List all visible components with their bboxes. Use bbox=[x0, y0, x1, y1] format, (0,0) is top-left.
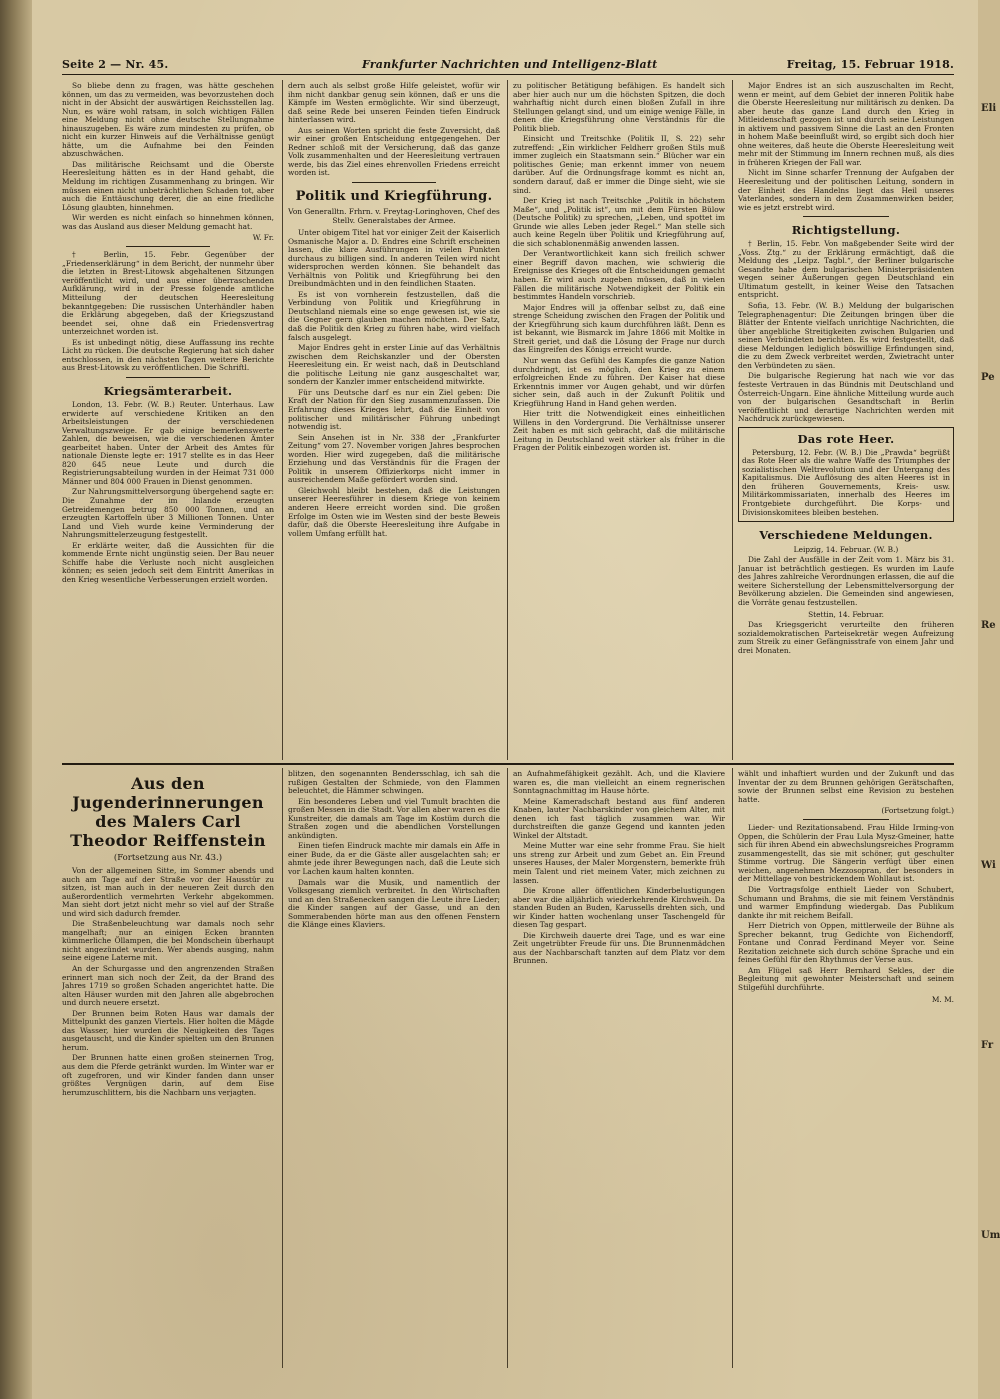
column-1 bbox=[62, 82, 274, 758]
column-4 bbox=[738, 82, 954, 758]
newspaper-page bbox=[32, 0, 978, 1399]
article-paragraph: Ein besonderes Leben und viel Tumult brachten die großen Messen in die Stadt. Vor allen aber waren es die Kunstreiter, die damals am Tage im Kostüm durch die Straßen zogen und die abendlichen Vorstellungen ankündigten. bbox=[288, 796, 500, 840]
article-paragraph: Major Endres geht in erster Linie auf das Verhältnis zwischen dem Reichskanzler und der Obersten Heeresleitung ein. Er weist nach, daß in Deutschland die politische Leitung nie ganz ausgeschaltet war, sondern der Kanzler immer entscheidend mitwirkte. bbox=[288, 343, 500, 387]
article-paragraph: Sein Ansehen ist in Nr. 338 der „Frankfurter Zeitung“ vom 27. November vorigen Jahres besprochen worden. Hier wird zugegeben, daß die militärische Erziehung und das Verständnis für die Fragen der Politik in unserem Offizierkorps nicht immer in ausreichendem Maße gefördert worden sind. bbox=[288, 432, 500, 485]
article-headline: Das rote Heer. bbox=[797, 431, 895, 446]
article-paragraph: dern auch als selbst große Hilfe geleistet, wofür wir ihm nicht dankbar genug sein können, daß er uns die Kämpfe im Westen ermöglichte. Wir sind überzeugt, daß seine Rede bei unseren Feinden tiefen Eindruck hinterlassen wird. bbox=[288, 82, 500, 125]
masthead bbox=[62, 58, 954, 75]
feuilleton-column-4 bbox=[738, 770, 954, 1370]
column-rule bbox=[282, 768, 283, 1368]
fragment-text: Um bbox=[981, 1230, 1000, 1241]
feuilleton-rule bbox=[62, 763, 954, 765]
article-paragraph: Die bulgarische Regierung hat nach wie vor das festeste Vertrauen in das Bündnis mit Deutschland und Österreich-Ungarn. Eine ähnliche Mitteilung wurde auch von der bulgarischen Gesandtschaft in Berlin veröffentlicht und derartige Nachrichten werden mit Nachdruck zurückgewiesen. bbox=[738, 371, 954, 424]
article-paragraph: Major Endres ist an sich auszuschalten im Recht, wenn er meint, auf dem Gebiet der inneren Politik habe die Oberste Heeresleitung nur militärisch zu denken. Da aber heute das ganze Land durch den Krieg in Mitleidenschaft gezogen ist und durch seine Leistungen in aktivem und passivem Sinne die Last an den Fronten in hohem Maße beeinflußt wird, so ergibt sich doch hier ohne weiteres, daß heute die Oberste Heeresleitung weit mehr mit der Stimmung im Innern rechnen muß, als dies in früheren Kriegen der Fall war. bbox=[738, 82, 954, 167]
fragment-text: Re bbox=[981, 620, 996, 631]
article-paragraph: Unter obigem Titel hat vor einiger Zeit der Kaiserlich Osmanische Major a. D. Endres eine Schrift erscheinen lassen, die klare Ausführungen in vielen Punkten durchaus zu billigen sind. In anderen Teilen wird nicht widersprochen werden können. Sie behandelt das Verhältnis von Politik und Kriegführung bei den Dreibundmächten und in den feindlichen Staaten. bbox=[288, 228, 500, 289]
fragment-text: Eli bbox=[981, 103, 997, 114]
article-paragraph: Zur Nahrungsmittelversorgung übergehend sagte er: Die Zunahme der im Inlande erzeugten Getreidemengen betrug 850 000 Tonnen, und an erzeugten Kartoffeln über 3 Millionen Tonnen. Unter Land und Vieh wurde keine Verminderung der Nahrungsmittelerzeugung festgestellt. bbox=[62, 487, 274, 540]
article-paragraph: Einen tiefen Eindruck machte mir damals ein Affe in einer Bude, da er die Gäste aller ausgelachten sah; er ahmte jede ihrer Bewegungen nach, daß die Leute sich vor Lachen kaum halten konnten. bbox=[288, 841, 500, 877]
article-headline: Verschiedene Meldungen. bbox=[759, 528, 933, 543]
article-paragraph: Der Krieg ist nach Treitschke „Politik in höchstem Maße“, und „Politik ist“, um mit dem Fürsten Bülow (Deutsche Politik) zu sprechen, „Leben, und spottet im Grunde wie alles Leben jeder Regel.“ Man stelle sich auch keine Regeln über Politik und Kriegführung auf, die sich schablonenmäßig anwenden lassen. bbox=[513, 196, 725, 248]
separator bbox=[803, 819, 889, 820]
article-paragraph: Von der allgemeinen Sitte, im Sommer abends und auch am Tage auf der Straße vor der Hausstür zu sitzen, ist man auch in der neueren Zeit durch den außerordentlich vermehrten Verkehr abgekommen. Man sieht dort jetzt nicht mehr so viel auf der Straße und wird sich dadurch fremder. bbox=[62, 866, 274, 918]
article-paragraph: Das Kriegsgericht verurteilte den früheren sozialdemokratischen Parteisekretär wegen Aufreizung zum Streik zu einer Gefängnisstrafe von einem Jahr und drei Monaten. bbox=[738, 620, 954, 655]
separator bbox=[352, 182, 437, 183]
feuilleton-headline: Aus den Jugenderinnerungen des Malers Carl Theodor Reiffenstein bbox=[70, 774, 266, 850]
article-paragraph: Petersburg, 12. Febr. (W. B.) Die „Prawda“ begrüßt das Rote Heer als die wahre Waffe des Triumphes der sozialistischen Weltrevolution und der Untergang des Kapitalismus. Die Auflösung des alten Heeres ist in den früheren Gouvernements, Kreis- usw. Militärkommissariaten, innerhalb des Heeres im Frontgebiete durchgeführt. Die Korps- und Divisionskomitees bleiben bestehen. bbox=[742, 447, 950, 517]
article-paragraph: Meine Mutter war eine sehr fromme Frau. Sie hielt uns streng zur Arbeit und zum Gebet an. Ein Freund unseres Hauses, der Maler Morgenstern, bemerkte früh mein Talent und riet meinem Vater, mich zeichnen zu lassen. bbox=[513, 841, 725, 885]
news-box-red-army bbox=[738, 427, 954, 522]
article-paragraph: Wir werden es nicht einfach so hinnehmen können, was das Ausland aus dieser Meldung gemacht hat. bbox=[62, 213, 274, 231]
article-paragraph: Major Endres will ja offenbar selbst zu, daß eine strenge Scheidung zwischen den Fragen der Politik und der Kriegführung sich kaum durchführen läßt. Denn es ist bekannt, wie Bismarck im Jahre 1866 mit Moltke in Streit geriet, und daß die Lösung der Frage nur durch das Eingreifen des Königs erreicht wurde. bbox=[513, 302, 725, 355]
article-paragraph: Die Kirchweih dauerte drei Tage, und es war eine Zeit ungetrübter Freude für uns. Die Brunnenmädchen aus der Nachbarschaft tanzten auf dem Platz vor dem Brunnen. bbox=[513, 930, 725, 966]
author-signature: W. Fr. bbox=[252, 233, 274, 243]
article-paragraph: Nur wenn das Gefühl des Kampfes die ganze Nation durchdringt, ist es möglich, den Krieg zu einem erfolgreichen Ende zu führen. Der Kaiser hat diese Erkenntnis immer vor Augen gehabt, und wir dürfen sicher sein, daß auch in der Zukunft Politik und Kriegführung Hand in Hand gehen werden. bbox=[513, 355, 725, 408]
column-3 bbox=[513, 82, 725, 758]
column-rule bbox=[507, 768, 508, 1368]
column-rule bbox=[282, 80, 283, 760]
review-paragraph: Die Vortragsfolge enthielt Lieder von Schubert, Schumann und Brahms, die sie mit feinem Verständnis und warmer Empfindung wiedergab. Das Publikum dankte ihr mit reichem Beifall. bbox=[738, 885, 954, 920]
article-byline: Von Generalltn. Frhrn. v. Freytag-Loringhoven, Chef des Stellv. Generalstabes der Armee. bbox=[288, 207, 500, 226]
article-paragraph: Die Zahl der Ausfälle in der Zeit vom 1. März bis 31. Januar ist beträchtlich gestiegen. Es wurden im Laufe des Jahres zahlreiche Verordnungen erlassen, die auf die weitere Sicherstellung der Lebensmittelversorgung der Bevölkerung abzielen. Die Gemeinden sind angewiesen, die Vorräte genau festzustellen. bbox=[738, 555, 954, 607]
article-paragraph: Die Krone aller öffentlichen Kinderbelustigungen aber war die alljährlich wiederkehrende Kirchweih. Da standen Buden an Buden, Karussells drehten sich, und wir Kinder hatten wochenlang unser Taschengeld für diesen Tag gespart. bbox=[513, 886, 725, 930]
article-headline: Richtigstellung. bbox=[791, 223, 901, 238]
review-paragraph: Herr Dietrich von Oppen, mittlerweile der Bühne als Sprecher bekannt, trug Gedichte von Eichendorff, Fontane und Conrad Ferdinand Meyer vor. Seine Rezitation zeichnete sich durch schöne Sprache und ein feines Gefühl für den Rhythmus der Verse aus. bbox=[738, 921, 954, 965]
article-paragraph: blitzen, den sogenannten Bendersschlag, ich sah die rußigen Gestalten der Schmiede, von den Flammen beleuchtet, die Hämmer schwingen. bbox=[288, 770, 500, 796]
article-paragraph: Er erklärte weiter, daß die Aussichten für die kommende Ernte nicht ungünstig seien. Der Bau neuer Schiffe habe die Verluste noch nicht ausgleichen können; es seien jedoch seit dem Eintritt Amerikas in den Krieg wesentliche Verbesserungen erzielt worden. bbox=[62, 540, 274, 584]
article-paragraph: † Berlin, 15. Febr. Gegenüber der „Friedenserklärung“ in dem Bericht, der nunmehr über die letzten in Brest-Litowsk abgehaltenen Sitzungen veröffentlicht wird, und aus einer überraschenden Aufklärung, wird in der Presse folgende amtliche Mitteilung der deutschen Heeresleitung bekanntgegeben: Die russischen Unterhändler haben die Erklärung abgegeben, daß der Kriegszustand beendet sei, ohne daß ein Friedensvertrag unterzeichnet worden ist. bbox=[62, 250, 274, 337]
separator bbox=[126, 246, 211, 247]
fragment-text: Wi bbox=[981, 860, 996, 871]
continuation-note: (Fortsetzung aus Nr. 43.) bbox=[113, 853, 223, 863]
article-paragraph: † Berlin, 15. Febr. Von maßgebender Seite wird der „Voss. Ztg.“ zu der Erklärung ermächtigt, daß die Meldung des „Leipz. Tagbl.“, der Berliner bulgarische Gesandte habe dem bulgarischen Ministerpräsidenten wegen seiner Äußerungen gegen Deutschland ein Ultimatum gestellt, in keiner Weise den Tatsachen entspricht. bbox=[738, 239, 954, 300]
column-rule bbox=[732, 80, 733, 760]
article-paragraph: an Aufnahmefähigkeit gezählt. Ach, und die Klaviere waren es, die man vielleicht an einem regnerischen Sonntagnachmittag im Hause hörte. bbox=[513, 770, 725, 796]
binding-shadow bbox=[0, 0, 32, 1399]
dateline: Stettin, 14. Februar. bbox=[808, 610, 884, 620]
article-paragraph: Das militärische Reichsamt und die Oberste Heeresleitung hätten es in der Hand gehabt, die Meldung im richtigen Zusammenhang zu bringen. Wir müssen einen nicht unbeträchtlichen Schaden tot, aber auch die Enttäuschung derer, die an eine friedliche Lösung glaubten, hinnehmen. bbox=[62, 159, 274, 212]
review-paragraph: Am Flügel saß Herr Bernhard Sekles, der die Begleitung mit gewohnter Meisterschaft und seinem Stilgefühl durchführte. bbox=[738, 965, 954, 993]
article-paragraph: Der Brunnen beim Roten Haus war damals der Mittelpunkt des ganzen Viertels. Hier holten die Mägde das Wasser, hier wurden die Neuigkeiten des Tages ausgetauscht, und die Kinder spielten um den Brunnen herum. bbox=[62, 1008, 274, 1052]
fragment-text: Fr bbox=[981, 1040, 994, 1051]
article-paragraph: Nicht im Sinne scharfer Trennung der Aufgaben der Heeresleitung und der politischen Leitung, sondern in der Einheit des Handelns liegt das Heil unseres Vaterlandes, sondern in dem Zusammenwirken beider, wie es jetzt erstrebt wird. bbox=[738, 168, 954, 212]
article-paragraph: Hier tritt die Notwendigkeit eines einheitlichen Willens in den Vordergrund. Die Verhältnisse unserer Zeit haben es mit sich gebracht, daß die militärische Leitung in Deutschland weit stärker als früher in die Fragen der Politik einbezogen worden ist. bbox=[513, 409, 725, 453]
article-paragraph: So bliebe denn zu fragen, was hätte geschehen können, um das zu vermeiden, was bevorzustehen doch nicht in der Absicht der auswärtigen Reichsstellen lag. Nun, es wäre wohl ratsam, in solch wichtigen Fällen eine Meldung nicht ohne deutsche Stellungnahme hinauszugeben. Es wäre zum mindesten zu prüfen, ob nicht ein kurzer Hinweis auf die Verhältnisse genügt hätte, um die Aufnahme bei den Feinden abzuschwächen. bbox=[62, 82, 274, 159]
article-paragraph: Aus seinen Worten spricht die feste Zuversicht, daß wir einer großen Entscheidung entgegengehen. Der Redner schloß mit der Versicherung, daß das ganze Volk zusammenhalten und der Heeresleitung vertrauen werde, bis das Ziel eines ehrenvollen Friedens erreicht worden ist. bbox=[288, 125, 500, 178]
dateline: Leipzig, 14. Februar. (W. B.) bbox=[793, 545, 899, 555]
article-paragraph: Damals war die Musik, und namentlich der Volksgesang ziemlich verbreitet. In den Wirtschaften und an den Straßenecken sangen die Leute ihre Lieder; die Kinder sangen auf der Gasse, und an den Sommerabenden hörte man aus den offenen Fenstern die Klänge eines Klaviers. bbox=[288, 877, 500, 930]
separator bbox=[803, 216, 889, 217]
adjacent-page-edge bbox=[977, 0, 1000, 1399]
issue-date: Freitag, 15. Februar 1918. bbox=[786, 58, 954, 71]
feuilleton-column-2 bbox=[288, 770, 500, 1370]
article-paragraph: Es ist von vornherein festzustellen, daß die Verbindung von Politik und Kriegführung in Deutschland niemals eine so enge gewesen ist, wie sie die Gegner gern glauben machen möchten. Der Satz, daß die Politik den Krieg zu führen habe, wird vielfach falsch ausgelegt. bbox=[288, 289, 500, 342]
article-paragraph: Meine Kameradschaft bestand aus fünf anderen Knaben, lauter Nachbarskinder von gleichem Alter, mit denen ich fast täglich zusammen war. Wir durchstreiften die ganze Gegend und kannten jeden Winkel der Altstadt. bbox=[513, 796, 725, 840]
page-number: Seite 2 — Nr. 45. bbox=[62, 58, 169, 71]
article-paragraph: Einsicht und Treitschke (Politik II, S. 22) sehr zutreffend: „Ein wirklicher Feldherr großen Stils muß immer zugleich ein Staatsmann sein.“ Blücher war ein politisches Genie; man erkennt immer von neuem darüber. Auf die Ordnungsfrage kommt es nicht an, sondern darauf, daß er immer die Dinge sieht, wie sie sind. bbox=[513, 134, 725, 195]
article-paragraph: Der Verantwortlichkeit kann sich freilich schwer einer Begriff davon machen, wie schwierig die Ereignisse des Krieges oft die Entscheidungen gemacht haben. Er wird auch zugeben müssen, daß in vielen Fällen die militärische Notwendigkeit der Politik ein bestimmtes Handeln vorschrieb. bbox=[513, 249, 725, 302]
article-paragraph: London, 13. Febr. (W. B.) Reuter. Unterhaus. Law erwiderte auf verschiedene Kritiken an den Arbeitsleistungen der verschiedenen Verwaltungszweige. Er gab einige bemerkenswerte Zahlen, die beweisen, wie die verschiedenen Ämter gearbeitet haben. Unter der Arbeit des Amtes für nationale Dienste legte er: 1917 stellte es in das Heer 820 645 neue Leute und durch die Registrierungsabteilung wurden in der Heimat 731 000 Männer und 804 000 Frauen in Dienst genommen. bbox=[62, 399, 274, 486]
article-paragraph: zu politischer Betätigung befähigen. Es handelt sich aber hier auch nur um die höchsten Spitzen, die doch wahrhaftig nicht durch einen bloßen Zufall in ihre Stellungen gelangt sind, und um einige wenige Fälle, in denen die Kriegsführung ohne Verständnis für die Politik blieb. bbox=[513, 82, 725, 133]
author-signature: M. M. bbox=[931, 994, 954, 1004]
column-rule bbox=[507, 80, 508, 760]
paper-name: Frankfurter Nachrichten und Intelligenz-Blatt bbox=[362, 58, 658, 71]
article-headline: Kriegsämterarbeit. bbox=[103, 383, 233, 398]
column-2 bbox=[288, 82, 500, 758]
fragment-text: Pe bbox=[981, 372, 995, 383]
article-paragraph: wählt und inhaftiert wurden und der Zukunft und das Inventar der zu dem Brunnen gehörigen Gerätschaften, sowie der Brunnen selbst eine Revision zu bestehen hatte. bbox=[738, 770, 954, 804]
article-paragraph: An der Schurgasse und den angrenzenden Straßen erinnert man sich noch der Zeit, da der Brand des Jahres 1719 so großen Schaden angerichtet hatte. Die alten Häuser wurden mit den Jahren alle abgebrochen und durch neuere ersetzt. bbox=[62, 964, 274, 1008]
article-paragraph: Es ist unbedingt nötig, diese Auffassung ins rechte Licht zu rücken. Die deutsche Regierung hat sich daher entschlossen, in den nächsten Tagen weitere Berichte aus Brest-Litowsk zu veröffentlichen. Die Schriftl. bbox=[62, 337, 274, 373]
article-paragraph: Der Brunnen hatte einen großen steinernen Trog, aus dem die Pferde getränkt wurden. Im Winter war er oft zugefroren, und wir Kinder fanden dann unser größtes Vergnügen darin, auf dem Eise herumzuschlittern, bis die Nachbarn uns verjagten. bbox=[62, 1053, 274, 1097]
feuilleton-column-3 bbox=[513, 770, 725, 1370]
article-headline: Politik und Kriegführung. bbox=[295, 189, 493, 205]
article-paragraph: Sofia, 13. Febr. (W. B.) Meldung der bulgarischen Telegraphenagentur: Die Zeitungen bringen über die Blätter der Entente vielfach unrichtige Nachrichten, die über angebliche Streitigkeiten zwischen Bulgarien und seinen Verbündeten berichten. Es wird festgestellt, daß diese Meldungen lediglich böswillige Erfindungen sind, die zu dem Zweck verbreitet werden, Zwietracht unter den Verbündeten zu säen. bbox=[738, 301, 954, 370]
article-paragraph: Gleichwohl bleibt bestehen, daß die Leistungen unserer Heeresführer in diesem Kriege von keinem anderen Heere erreicht worden sind. Die großen Erfolge im Osten wie im Westen sind der beste Beweis dafür, daß die Oberste Heeresleitung ihre Aufgabe in vollem Umfang erfüllt hat. bbox=[288, 485, 500, 538]
article-paragraph: Die Straßenbeleuchtung war damals noch sehr mangelhaft; nur an einigen Ecken brannten kümmerliche Öllampen, die bei Mondschein überhaupt nicht angezündet wurden. Wer abends ausging, nahm seine eigene Laterne mit. bbox=[62, 919, 274, 963]
feuilleton-column-1 bbox=[62, 770, 274, 1370]
column-rule bbox=[732, 768, 733, 1368]
separator bbox=[126, 377, 211, 378]
article-paragraph: Für uns Deutsche darf es nur ein Ziel geben: Die Kraft der Nation für den Sieg zusammenzufassen. Die Erfahrung dieses Krieges lehrt, daß die Einheit von politischer und militärischer Führung unbedingt notwendig ist. bbox=[288, 387, 500, 432]
review-paragraph: Lieder- und Rezitationsabend. Frau Hilde Irming-von Oppen, die Schülerin der Frau Lula Mysz-Gmeiner, hatte sich für ihren Abend ein abwechslungsreiches Programm zusammengestellt, das sie mit schöner, gut geschulter Stimme vortrug. Die Sängerin verfügt über einen weichen, angenehmen Mezzosopran, der besonders in der Mittellage von bestrickendem Wohllaut ist. bbox=[738, 823, 954, 884]
continuation-note: (Fortsetzung folgt.) bbox=[881, 806, 954, 816]
